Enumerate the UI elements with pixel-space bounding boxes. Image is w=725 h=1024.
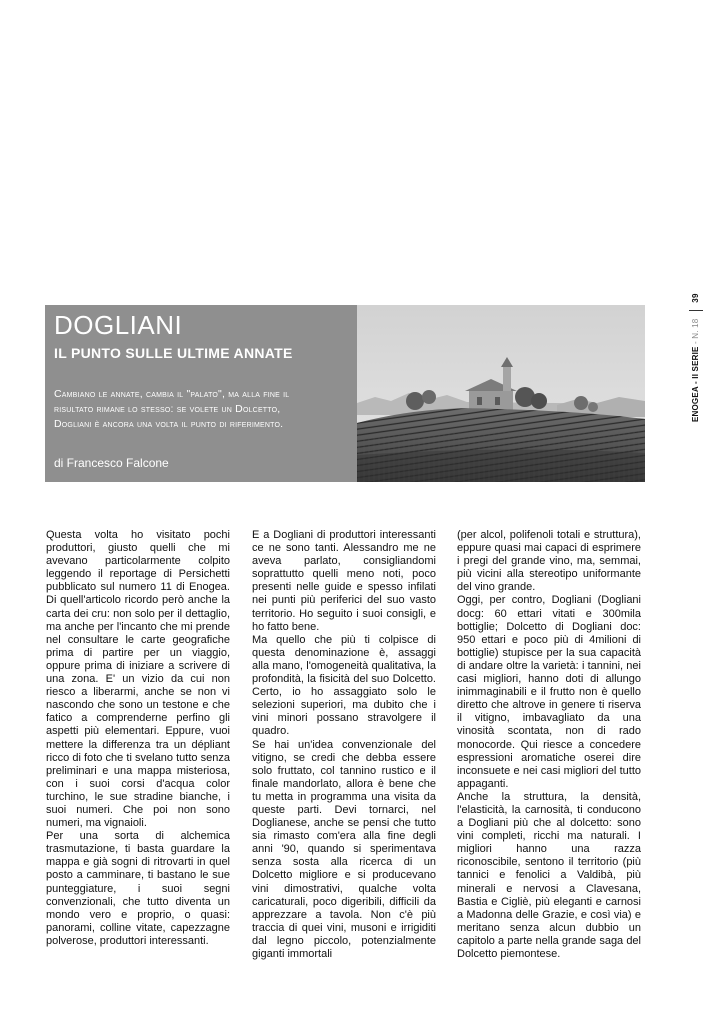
paragraph: E a Dogliani di produttori interessanti ce ne sono tanti. Alessandro me ne aveva parlato, consigliandomi soprattutto quelli meno noti, poco presenti nelle guide e spesso infilati nei punti più periferici del suo vasto territorio. Ho seguito i suoi consigli, e ho fatto bene. — [252, 529, 436, 633]
running-header — [686, 292, 706, 432]
paragraph: (per alcol, polifenoli totali e struttura), eppure quasi mai capaci di esprimere i pregi del grande vino, ma, semmai, più vicini alla stereotipo uniformante del vino grande. — [457, 529, 641, 594]
paragraph: Questa volta ho visitato pochi produttori, giusto quelli che mi avevano particolarmente colpito leggendo il reportage di Persichetti pubblicato sul numero 11 di Enogea. Di quell'articolo ricordo però anche la carta dei cru: non solo per il dettaglio, ma anche per l'incanto che mi prende nel consultare le carte geografiche prima di partire per un viaggio, oppure prima di iniziare a scrivere di una zona. E' un vizio da cui non riesco a liberarmi, anche se non vi nascondo che sono un testone e che fatico a comprenderne perfino gli aspetti più elementari. Eppure, vuoi mettere la differenza tra un dépliant ricco di foto che ti svelano tutto senza preliminari e una mappa misteriosa, con i suoi corsi d'acqua color turchino, le sue stradine bianche, i suoi numeri. Che poi non sono numeri, ma vignaioli. — [46, 529, 230, 830]
issue-number: - N. 18 — [691, 318, 701, 344]
page-number: 39 — [691, 293, 701, 303]
paragraph: Ma quello che più ti colpisce di questa denominazione è, assaggi alla mano, l'omogeneità qualitativa, la profondità, la fisicità del suo Dolcetto. Certo, io ho assaggiato solo le selezioni superiori, ma dubito che i vini minori possano stravolgere il quadro. — [252, 633, 436, 738]
paragraph: Oggi, per contro, Dogliani (Dogliani docg: 60 ettari vitati e 300mila bottiglie; Dolcetto di Dogliani doc: 950 ettari e poco più di 4milioni di bottiglie) stupisce per la sua capacità di andare oltre la varietà: i tannini, nei casi migliori, hanno doti di allungo inimmaginabili e il frutto non è quello diretto che altrove in genere ti riserva il vitigno, imbavagliato da una vinosità scontata, non di rado monocorde. Qui riesce a concedere espressioni aromatiche oserei dire inconsuete e nei casi migliori del tutto appaganti. — [457, 594, 641, 790]
article-author: di Francesco Falcone — [54, 456, 169, 470]
paragraph: Anche la struttura, la densità, l'elasticità, la carnosità, ti conducono a Dogliani più che al dolcetto: sono vini completi, ricchi ma naturali. I migliori hanno una razza riconoscibile, sentono il territorio (più tannici e fenolici a Valdibà, più minerali e nervosi a Clavesana, Bastia e Cigliè, più eleganti e carnosi a Madonna delle Grazie, e così via) e meritano senza alcun dubbio un capitolo a parte nella grande saga del Dolcetto piemontese. — [457, 790, 641, 960]
article-subtitle: IL PUNTO SULLE ULTIME ANNATE — [54, 345, 293, 361]
body-column-3 — [457, 529, 641, 961]
article-banner — [45, 305, 645, 482]
running-header-text — [689, 293, 703, 422]
paragraph: Se hai un'idea convenzionale del vitigno, se credi che debba essere solo fruttato, col tannino rustico e il finale mandorlato, allora è bene che tu metta in programma una visita da queste parti. Devi tornarci, nel Doglianese, anche se pensi che tutto sia rimasto com'era alla fine degli anni '90, quando si sperimentava senza sosta alla ricerca di un Dolcetto migliore e si producevano vini dimostrativi, qualche volta caricaturali, poco digeribili, difficili da apprezzare a tavola. Non c'è più traccia di quei vini, musoni e irrigiditi dal legno piccolo, potenzialmente giganti immortali — [252, 738, 436, 960]
header-divider — [689, 310, 703, 311]
body-column-1 — [46, 529, 230, 948]
body-column-2 — [252, 529, 436, 961]
vineyard-hill-image — [357, 305, 645, 482]
vineyard-photo — [357, 305, 645, 482]
article-lede: Cambiano le annate, cambia il "palato", ma alla fine il risultato rimane lo stesso: se volete un Dolcetto, Dogliani è ancora una volta il punto di riferimento. — [54, 388, 290, 430]
publication-name: ENOGEA - II SERIE — [691, 346, 701, 422]
article-title: DOGLIANI — [54, 310, 183, 340]
paragraph: Per una sorta di alchemica trasmutazione, ti basta guardare la mappa e già sogni di ritrovarti in quel posto a camminare, ti bastano le sue punteggiature, i suoi segni convenzionali, che tutto diventa un mondo vero e proprio, o quasi: panorami, colline vitate, capezzagne polverose, produttori interessanti. — [46, 830, 230, 947]
